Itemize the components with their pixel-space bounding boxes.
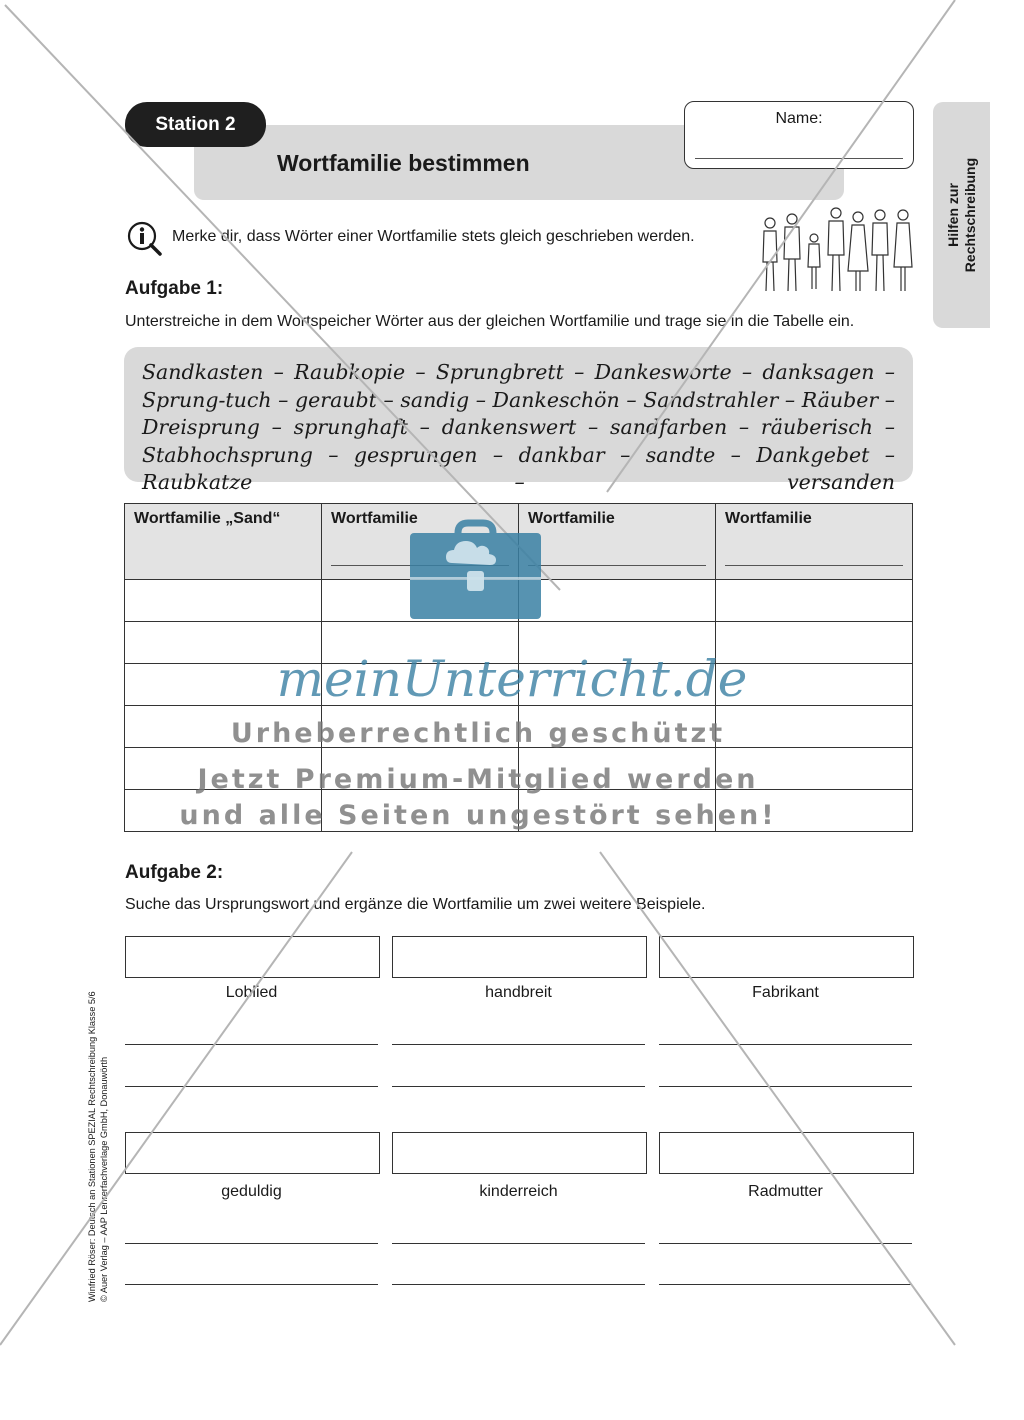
- origin-word-box[interactable]: [125, 936, 380, 978]
- answer-line[interactable]: [125, 1086, 378, 1087]
- task2-heading: Aufgabe 2:: [125, 862, 224, 883]
- answer-line[interactable]: [125, 1284, 378, 1285]
- name-field[interactable]: [684, 101, 914, 169]
- word-store: [124, 347, 913, 494]
- briefcase-cloud-icon: [410, 519, 541, 619]
- watermark-line-1: Urheberrechtlich geschützt: [230, 718, 726, 749]
- answer-line[interactable]: [392, 1044, 645, 1045]
- answer-line[interactable]: [125, 1243, 378, 1244]
- origin-word-box[interactable]: [392, 1132, 647, 1174]
- page-title: Wortfamilie bestimmen: [277, 150, 530, 176]
- answer-line[interactable]: [125, 1044, 378, 1045]
- answer-line[interactable]: [392, 1284, 645, 1285]
- word-fabrikant: Fabrikant: [752, 984, 819, 1001]
- station-badge: Station 2: [125, 102, 266, 147]
- answer-line[interactable]: [659, 1284, 912, 1285]
- info-magnifier-icon: [125, 220, 163, 256]
- answer-line[interactable]: [659, 1243, 912, 1244]
- word-store-text: Sandkasten – Raubkopie – Sprungbrett – Dankesworte – danksagen – Sprung-tuch – geraubt – sandig – Dankeschön – Sandstrahler – Räuber – Dreisprung – sprunghaft – dankenswert – sandfarben – räuberisch – Stabhochsprung – gesprungen – dankbar – sandte – Dankgebet – Raubkatze – versanden: [142, 360, 895, 494]
- table-header-sand: Wortfamilie „Sand“: [125, 504, 322, 580]
- watermark-brand: meinUnterricht.de: [276, 650, 748, 708]
- word-geduldig: geduldig: [221, 1183, 282, 1200]
- copyright-notice: Winfried Röser: Deutsch an Stationen SPEZIAL Rechtschreibung Klasse 5/6 © Auer Verlag – AAP Lehrerfachverlage GmbH, Donauwörth: [87, 991, 109, 1302]
- word-loblied: Loblied: [225, 984, 278, 1001]
- table-cell[interactable]: [716, 580, 913, 622]
- word-handbreit: handbreit: [485, 984, 552, 1001]
- word-kinderreich: kinderreich: [479, 1183, 558, 1200]
- answer-line[interactable]: [659, 1044, 912, 1045]
- origin-word-box[interactable]: [659, 936, 914, 978]
- origin-word-box[interactable]: [392, 936, 647, 978]
- task2-instruction: Suche das Ursprungswort und ergänze die Wortfamilie um zwei weitere Beispiele.: [125, 896, 706, 913]
- watermark-line-2: Jetzt Premium-Mitglied werden: [197, 764, 759, 795]
- table-header-3: Wortfamilie: [519, 504, 716, 580]
- family-illustration: [752, 203, 920, 295]
- name-label: Name:: [775, 110, 823, 127]
- task1-instruction: Unterstreiche in dem Wortspeicher Wörter aus der gleichen Wortfamilie und trage sie in die Tabelle ein.: [125, 313, 855, 330]
- table-header-4: Wortfamilie: [716, 504, 913, 580]
- side-tab-label: Hilfen zur Rechtschreibung: [944, 157, 978, 273]
- origin-word-box[interactable]: [659, 1132, 914, 1174]
- origin-word-box[interactable]: [125, 1132, 380, 1174]
- name-write-line: [695, 158, 903, 159]
- table-cell[interactable]: [519, 580, 716, 622]
- answer-line[interactable]: [392, 1243, 645, 1244]
- table-cell[interactable]: [125, 580, 322, 622]
- answer-line[interactable]: [392, 1086, 645, 1087]
- table-header-2: Wortfamilie: [322, 504, 519, 580]
- side-tab: [933, 102, 990, 328]
- word-radmutter: Radmutter: [748, 1183, 823, 1200]
- task1-heading: Aufgabe 1:: [125, 278, 224, 299]
- answer-line[interactable]: [659, 1086, 912, 1087]
- info-text: Merke dir, dass Wörter einer Wortfamilie stets gleich geschrieben werden.: [172, 228, 695, 245]
- watermark-line-3: und alle Seiten ungestört sehen!: [179, 800, 777, 831]
